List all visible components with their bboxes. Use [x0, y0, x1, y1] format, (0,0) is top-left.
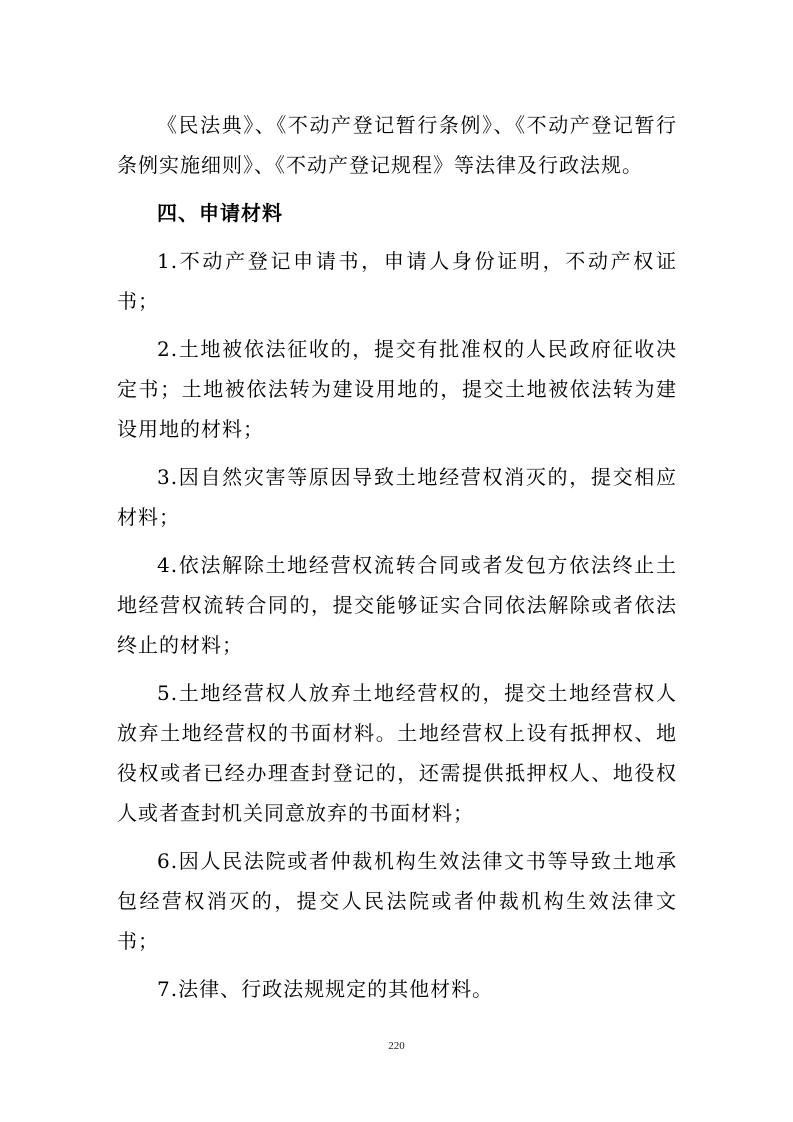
spacer — [117, 185, 677, 193]
list-item-1: 1.不动产登记申请书，申请人身份证明，不动产权证书； — [117, 249, 677, 313]
spacer — [117, 449, 677, 457]
document-body — [117, 105, 677, 1009]
list-item-6: 6.因人民法院或者仲裁机构生效法律文书等导致土地承包经营权消灭的，提交人民法院或者仲裁机构生效法律文书； — [117, 849, 677, 953]
page-number: 220 — [388, 1040, 405, 1052]
list-item-3: 3.因自然灾害等原因导致土地经营权消灭的，提交相应材料； — [117, 465, 677, 529]
spacer — [117, 665, 677, 673]
spacer — [117, 833, 677, 841]
spacer — [117, 537, 677, 545]
spacer — [117, 961, 677, 969]
list-item-5: 5.土地经营权人放弃土地经营权的，提交土地经营权人放弃土地经营权的书面材料。土地经营权上设有抵押权、地役权或者已经办理查封登记的，还需提供抵押权人、地役权人或者查封机关同意放弃的书面材料； — [117, 681, 677, 825]
section-heading-application-materials: 四、申请材料 — [157, 201, 283, 225]
spacer — [117, 321, 677, 329]
spacer — [117, 233, 677, 241]
paragraph-legal-basis: 《民法典》、《不动产登记暂行条例》、《不动产登记暂行条例实施细则》、《不动产登记规程》等法律及行政法规。 — [117, 113, 677, 177]
list-item-4: 4.依法解除土地经营权流转合同或者发包方依法终止土地经营权流转合同的，提交能够证实合同依法解除或者依法终止的材料； — [117, 553, 677, 657]
list-item-7: 7.法律、行政法规规定的其他材料。 — [157, 977, 494, 1001]
list-item-2: 2.土地被依法征收的，提交有批准权的人民政府征收决定书；土地被依法转为建设用地的，提交土地被依法转为建设用地的材料； — [117, 337, 677, 441]
